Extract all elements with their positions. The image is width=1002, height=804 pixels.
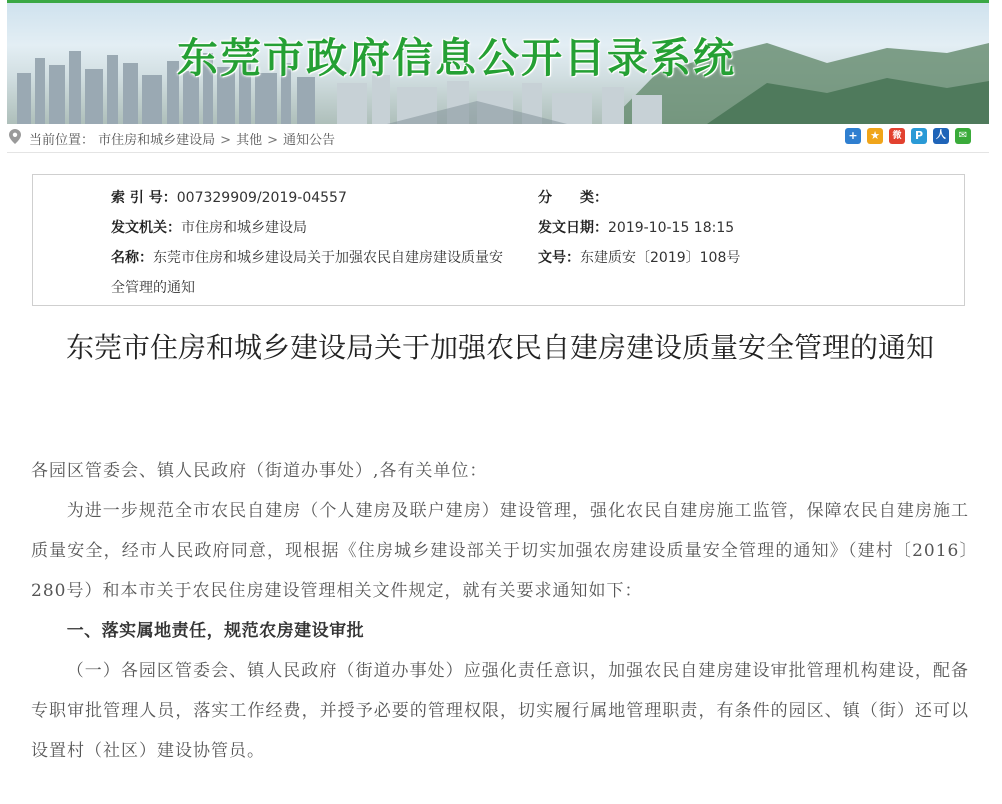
renren-icon[interactable]: 人 (933, 128, 949, 144)
article-section-heading: 一、落实属地责任，规范农房建设审批 (66, 621, 365, 641)
meta-name-label: 名称： (111, 250, 153, 266)
meta-date-row (538, 217, 734, 237)
breadcrumb-item-housing-bureau[interactable]: 市住房和城乡建设局 (98, 133, 216, 148)
meta-issuer-value: 市住房和城乡建设局 (181, 220, 307, 236)
meta-category-label: 分 类： (538, 190, 608, 206)
meta-index-value: 007329909/2019-04557 (176, 190, 347, 206)
meta-docno-label: 文号： (538, 250, 580, 266)
meta-index-label: 索 引 号： (111, 190, 177, 206)
meta-name-continuation (111, 277, 195, 297)
article-body (31, 451, 969, 771)
meta-date-value: 2019-10-15 18:15 (608, 220, 735, 236)
weibo-icon[interactable]: 微 (889, 128, 905, 144)
document-metadata-box (32, 174, 965, 306)
breadcrumb-bar (7, 121, 989, 153)
breadcrumb-separator: > (220, 133, 232, 148)
meta-index-row (111, 187, 347, 207)
article-intro-paragraph: 为进一步规范全市农民自建房（个人建房及联户建房）建设管理，强化农民自建房施工监管，保障农民自建房施工质量安全，经市人民政府同意，现根据《住房城乡建设部关于切实加强农房建设质量安全管理的通知》（建村〔2016〕280号）和本市关于农民住房建设管理相关文件规定，就有关要求通知如下： (31, 501, 969, 601)
tencent-icon[interactable]: P (911, 128, 927, 144)
article-title: 东莞市住房和城乡建设局关于加强农民自建房建设质量安全管理的通知 (65, 331, 934, 364)
article-paragraph: （一）各园区管委会、镇人民政府（街道办事处）应强化责任意识，加强农民自建房建设审批管理机构建设，配备专职审批管理人员，落实工作经费，并授予必要的管理权限，切实履行属地管理职责，有条件的园区、镇（街）还可以设置村（社区）建设协管员。 (31, 661, 969, 761)
site-title: 东莞市政府信息公开目录系统 (177, 34, 736, 82)
breadcrumb (29, 129, 335, 148)
breadcrumb-separator: > (267, 133, 278, 148)
qzone-icon[interactable]: ★ (867, 128, 883, 144)
wechat-icon[interactable]: ✉ (955, 128, 971, 144)
breadcrumb-prefix: 当前位置： (29, 133, 95, 148)
breadcrumb-item-notices[interactable]: 通知公告 (283, 133, 336, 148)
meta-date-label: 发文日期： (538, 220, 608, 236)
share-toolbar (845, 128, 971, 144)
share-plus-icon[interactable]: + (845, 128, 861, 144)
meta-issuer-row (111, 217, 307, 237)
meta-docno-value: 东建质安〔2019〕108号 (580, 250, 741, 266)
meta-category-row (538, 187, 608, 207)
site-banner (7, 0, 989, 124)
meta-name-value-line2: 全管理的通知 (111, 280, 195, 296)
meta-issuer-label: 发文机关： (111, 220, 181, 236)
article-salutation: 各园区管委会、镇人民政府（街道办事处）,各有关单位： (31, 461, 488, 481)
breadcrumb-item-other[interactable]: 其他 (236, 133, 263, 148)
location-pin-icon (9, 129, 21, 144)
meta-name-row (111, 247, 503, 267)
meta-docno-row (538, 247, 740, 267)
meta-name-value-line1: 东莞市住房和城乡建设局关于加强农民自建房建设质量安 (153, 250, 503, 266)
